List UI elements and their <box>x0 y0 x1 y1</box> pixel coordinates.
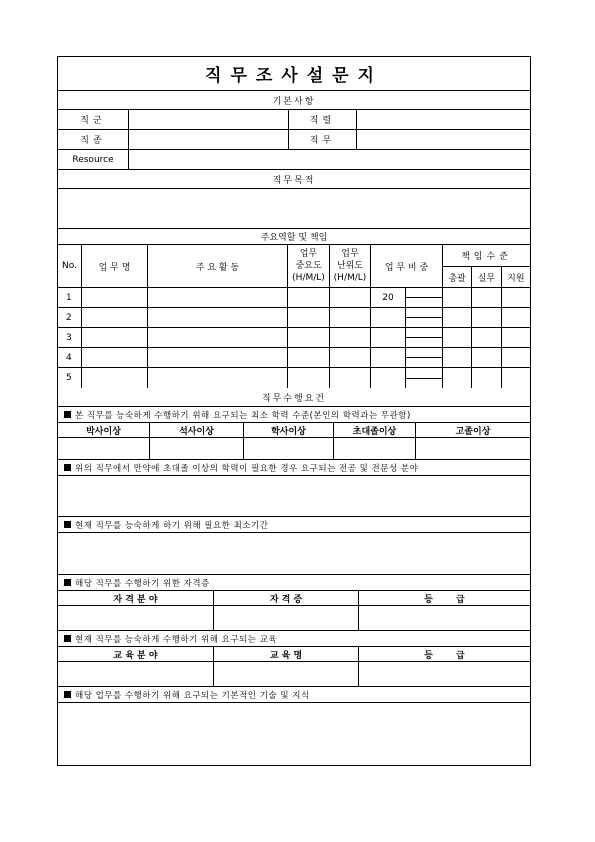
training-name-label: 교 육 명 <box>214 647 359 661</box>
role-resp-b-field[interactable] <box>472 348 501 367</box>
job-group-field[interactable] <box>129 110 289 129</box>
role-activity-field[interactable] <box>148 328 288 347</box>
role-activity-field[interactable] <box>148 288 288 307</box>
bullet-square-icon <box>64 579 71 586</box>
skill-note <box>58 687 530 703</box>
col-activity: 주 요 활 동 <box>148 245 288 287</box>
role-activity-field[interactable] <box>148 368 288 388</box>
edu-level: 고졸이상 <box>455 426 491 437</box>
job-type-label: 직종 <box>58 130 129 149</box>
edu-note <box>58 407 530 423</box>
role-resp-a-field[interactable] <box>443 308 472 327</box>
col-no: No. <box>58 245 82 287</box>
training-grade-label: 등 급 <box>424 650 465 661</box>
role-difficulty-field[interactable] <box>330 308 371 327</box>
col-task: 업 무 명 <box>82 245 148 287</box>
role-ratio-split <box>406 328 443 347</box>
role-ratio-split <box>406 348 443 367</box>
role-ratio-split <box>406 308 443 327</box>
requirements-section-header: 직무수행요건 <box>58 388 530 407</box>
role-resp-a-field[interactable] <box>443 368 472 388</box>
role-task-field[interactable] <box>82 328 148 347</box>
role-row <box>58 328 530 348</box>
training-note <box>58 631 530 647</box>
role-resp-c-field[interactable] <box>502 348 530 367</box>
form-title: 직무조사설문지 <box>58 57 530 91</box>
resource-label: Resource <box>58 150 129 169</box>
role-ratio-field[interactable] <box>371 308 406 327</box>
col-difficulty-line3: (H/M/L) <box>333 273 367 283</box>
edu-check-field[interactable] <box>416 438 530 459</box>
training-field-input[interactable] <box>58 662 214 686</box>
role-no: 4 <box>58 348 82 367</box>
bullet-square-icon <box>64 464 71 471</box>
major-note <box>58 460 530 476</box>
col-importance <box>288 245 330 287</box>
role-importance-field[interactable] <box>288 368 330 388</box>
cert-field-input[interactable] <box>58 606 214 630</box>
role-no: 3 <box>58 328 82 347</box>
period-note <box>58 517 530 533</box>
job-type-field[interactable] <box>129 130 289 149</box>
duty-field[interactable] <box>357 130 530 149</box>
col-importance-line3: (H/M/L) <box>292 273 325 283</box>
training-input-row <box>58 662 530 687</box>
edu-note-text: 본 직무를 능숙하게 수행하기 위해 요구되는 최소 학력 수준(본인의 학력과는 무관함) <box>75 410 411 421</box>
col-responsibility <box>443 245 530 287</box>
edu-check-row <box>58 438 530 460</box>
role-resp-b-field[interactable] <box>472 368 501 388</box>
training-field-label: 교 육 분 야 <box>58 647 214 661</box>
role-resp-a-field[interactable] <box>443 328 472 347</box>
role-ratio-split <box>406 288 443 307</box>
role-no: 2 <box>58 308 82 327</box>
cert-input-row <box>58 606 530 631</box>
cert-grade-input[interactable] <box>359 606 530 630</box>
cert-note-text: 해당 직무를 수행하기 위한 자격증 <box>75 578 210 589</box>
role-ratio-field[interactable] <box>371 348 406 367</box>
role-activity-field[interactable] <box>148 308 288 327</box>
edu-level: 박사이상 <box>58 423 150 437</box>
role-no: 5 <box>58 368 82 388</box>
role-difficulty-field[interactable] <box>330 328 371 347</box>
role-ratio-field[interactable] <box>371 368 406 388</box>
job-rank-label: 직렬 <box>289 110 357 129</box>
bullet-square-icon <box>64 521 71 528</box>
role-task-field[interactable] <box>82 368 148 388</box>
role-resp-b-field[interactable] <box>472 328 501 347</box>
role-resp-c-field[interactable] <box>502 328 530 347</box>
role-task-field[interactable] <box>82 308 148 327</box>
job-group-label: 직군 <box>58 110 129 129</box>
edu-level: 석사이상 <box>150 423 244 437</box>
role-importance-field[interactable] <box>288 348 330 367</box>
major-field[interactable] <box>58 476 530 517</box>
purpose-field[interactable] <box>58 189 530 229</box>
role-resp-c-field[interactable] <box>502 368 530 388</box>
role-row <box>58 288 530 308</box>
duty-label: 직무 <box>289 130 357 149</box>
cert-note <box>58 575 530 591</box>
col-resp-c: 지원 <box>507 273 525 284</box>
cert-name-label: 자 격 증 <box>214 591 359 605</box>
training-grade-input[interactable] <box>359 662 530 686</box>
role-difficulty-field[interactable] <box>330 368 371 388</box>
role-no: 1 <box>58 288 82 307</box>
basic-row-1 <box>58 110 530 130</box>
role-importance-field[interactable] <box>288 328 330 347</box>
role-difficulty-field[interactable] <box>330 288 371 307</box>
period-note-text: 현재 직무를 능숙하게 하기 위해 필요한 최소기간 <box>75 520 269 531</box>
col-resp-title: 책임수준 <box>443 245 530 267</box>
training-note-text: 현재 직무를 능숙하게 수행하기 위해 요구되는 교육 <box>75 634 278 645</box>
col-resp-sub <box>443 267 530 287</box>
role-row <box>58 308 530 328</box>
role-ratio-field[interactable]: 20 <box>371 288 406 307</box>
col-resp-a: 총괄 <box>443 267 472 287</box>
period-field[interactable] <box>58 533 530 575</box>
training-name-input[interactable] <box>214 662 359 686</box>
resource-field[interactable] <box>129 150 530 169</box>
edu-check-field[interactable] <box>150 438 244 459</box>
cert-grade-label: 등 급 <box>424 594 465 605</box>
col-difficulty <box>330 245 371 287</box>
role-resp-c-field[interactable] <box>502 308 530 327</box>
edu-levels-row <box>58 423 530 438</box>
cert-name-input[interactable] <box>214 606 359 630</box>
role-row <box>58 368 530 388</box>
edu-level: 초대졸이상 <box>334 423 416 437</box>
job-survey-form <box>57 56 531 766</box>
role-resp-a-field[interactable] <box>443 288 472 307</box>
role-row <box>58 348 530 368</box>
edu-check-field[interactable] <box>334 438 416 459</box>
role-task-field[interactable] <box>82 288 148 307</box>
basic-section-header: 기본사항 <box>58 91 530 110</box>
role-ratio-field[interactable] <box>371 328 406 347</box>
edu-level: 학사이상 <box>244 423 334 437</box>
role-resp-a-field[interactable] <box>443 348 472 367</box>
basic-row-3 <box>58 150 530 170</box>
col-importance-line1: 업무 <box>299 249 318 259</box>
cert-field-label: 자 격 분 야 <box>58 591 214 605</box>
bullet-square-icon <box>64 411 71 418</box>
roles-section-header: 주요역할 및 책임 <box>58 229 530 245</box>
col-importance-line2: 중요도 <box>295 261 322 271</box>
roles-header-row <box>58 245 530 288</box>
bullet-square-icon <box>64 635 71 642</box>
role-resp-c-field[interactable] <box>502 288 530 307</box>
role-ratio-split <box>406 368 443 388</box>
edu-check-field[interactable] <box>244 438 334 459</box>
skill-note-text: 해당 업무를 수행하기 위해 요구되는 기본적인 기술 및 지식 <box>75 690 310 701</box>
col-difficulty-line1: 업무 <box>341 249 359 259</box>
purpose-section-header: 직무목적 <box>58 170 530 189</box>
bullet-square-icon <box>64 691 71 698</box>
job-rank-field[interactable] <box>357 110 530 129</box>
role-task-field[interactable] <box>82 348 148 367</box>
roles-body <box>58 288 530 388</box>
role-resp-b-field[interactable] <box>472 308 501 327</box>
col-ratio: 업 무 비 중 <box>371 245 443 287</box>
cert-header-row <box>58 591 530 606</box>
major-note-text: 위의 직무에서 만약에 초대졸 이상의 학력이 필요한 경우 요구되는 전공 및 전문성 분야 <box>75 463 419 474</box>
basic-row-2 <box>58 130 530 150</box>
col-difficulty-line2: 난위도 <box>336 261 364 271</box>
role-importance-field[interactable] <box>288 288 330 307</box>
role-resp-b-field[interactable] <box>472 288 501 307</box>
role-importance-field[interactable] <box>288 308 330 327</box>
skill-field[interactable] <box>58 703 530 765</box>
edu-check-field[interactable] <box>58 438 150 459</box>
training-header-row <box>58 647 530 662</box>
role-activity-field[interactable] <box>148 348 288 367</box>
role-difficulty-field[interactable] <box>330 348 371 367</box>
col-resp-b: 실무 <box>472 267 501 287</box>
